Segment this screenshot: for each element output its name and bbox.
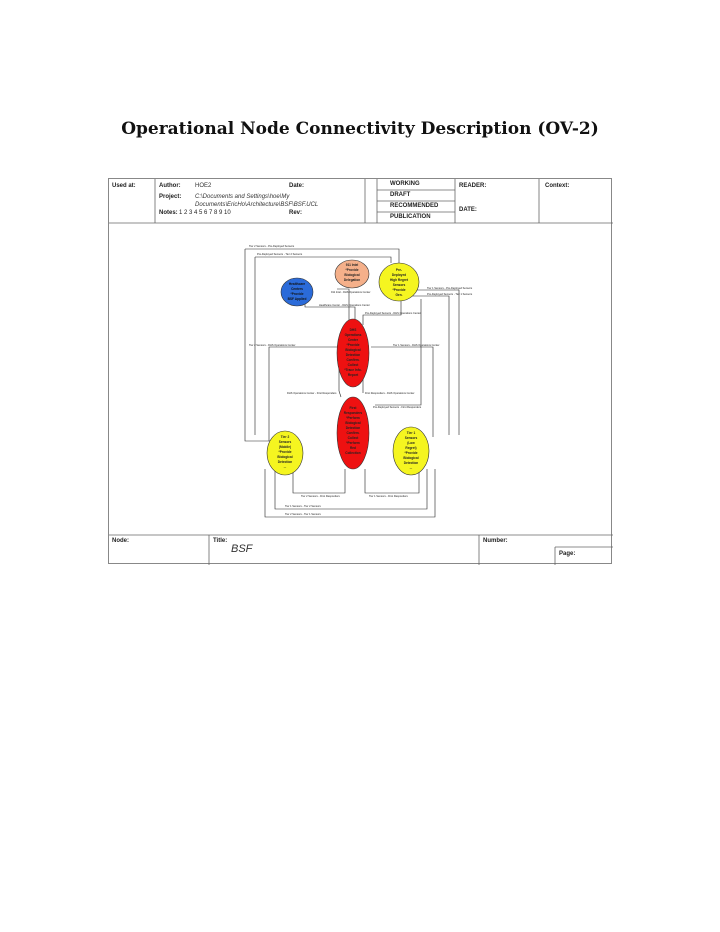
edge-label: Tier 2 Sensors - Tier 1 Sensors — [285, 513, 321, 516]
edge-label: Tier 2 Sensors - DHS Operations Center — [249, 344, 296, 347]
center-line: Operations — [344, 333, 362, 337]
healthcare-line: Healthcare — [288, 282, 306, 286]
tier2-line: (Mobile) — [278, 445, 292, 449]
tier1-line: (Low — [407, 441, 415, 445]
responders-line: *Perform — [346, 416, 360, 420]
tier1-line: ... — [409, 466, 413, 470]
responders-line: Responders — [343, 411, 363, 415]
status-draft: DRAFT — [390, 192, 411, 198]
used-at-label: Used at: — [112, 183, 136, 189]
healthcare-line: Centers — [291, 287, 303, 291]
tier2-line: Tier 2 — [280, 435, 290, 439]
center-line: Report — [347, 373, 359, 377]
responders-line: *Perform — [346, 441, 360, 445]
tier2-line: *Provide — [278, 450, 292, 454]
responders-line: Red — [349, 446, 357, 450]
n911-line: Delegation — [343, 278, 361, 282]
author-value: HOE2 — [195, 183, 212, 189]
predeployed-line: Gen. — [395, 293, 403, 297]
reader-label: READER: — [459, 183, 487, 189]
tier2-line: Detection — [277, 460, 293, 464]
status-publication: PUBLICATION — [390, 214, 431, 220]
center-line: *Provide — [346, 343, 360, 347]
n911-line: Biological — [344, 273, 360, 277]
edge-label: First Responders - DHS Operations Center — [365, 392, 415, 395]
tier2-line: Biological — [277, 455, 293, 459]
context-label: Context: — [545, 183, 570, 189]
tier2-line: ... — [283, 465, 287, 469]
tier1-line: Tier 1 — [406, 431, 416, 435]
responders-line: Biological — [345, 421, 361, 425]
date-label: Date: — [289, 183, 305, 189]
rev-label: Rev: — [289, 210, 303, 216]
author-label: Author: — [159, 183, 181, 189]
center-line: Confirm. — [346, 358, 360, 362]
title-value: BSF — [231, 543, 253, 555]
node-label: Node: — [112, 538, 129, 544]
page-label: Page: — [559, 551, 576, 557]
responders-line: Collection — [345, 451, 361, 455]
predeployed-line: Deployed — [391, 273, 407, 277]
responders-line: Confirm. — [346, 431, 360, 435]
notes-label: Notes: — [159, 210, 178, 216]
n911-line: 911 Intel — [345, 263, 359, 267]
diagram-sheet — [108, 178, 612, 564]
responders-line: Detection — [345, 426, 361, 430]
predeployed-line: *Provide — [392, 288, 406, 292]
edge-label: Tier 1 Sensors - First Responders — [369, 495, 408, 498]
date2-label: DATE: — [459, 207, 477, 213]
project-value-line1: C:\Documents and Settings\hoe\My — [195, 194, 290, 200]
tier1-line: *Provide — [404, 451, 418, 455]
responders-line: Collect — [347, 436, 359, 440]
tier1-line: Biological — [403, 456, 419, 460]
edge-label: Tier 2 Sensors - Pre-Deployed Sensors — [249, 245, 295, 248]
edge-label: 911 Intel - DHS Operations Center — [331, 291, 371, 294]
project-label: Project: — [159, 194, 182, 200]
center-line: Collect — [347, 363, 359, 367]
edge-label: Tier 2 Sensors - First Responders — [301, 495, 340, 498]
n911-line: *Provide — [345, 268, 359, 272]
predeployed-line: Sensors — [392, 283, 406, 287]
center-line: Center — [347, 338, 359, 342]
connectivity-diagram — [109, 179, 613, 565]
healthcare-line: BSF Applied — [287, 297, 307, 301]
center-line: Detection — [345, 353, 361, 357]
predeployed-line: Pre- — [395, 268, 403, 272]
edge-label: Healthcare Center - DHS Operations Center — [319, 304, 370, 307]
project-value-line2: Documents\EricHo\Architecture\BSF\BSF.UCL — [195, 202, 319, 208]
responders-line: First — [349, 406, 357, 410]
center-line: DHS — [349, 328, 357, 332]
number-label: Number: — [483, 538, 508, 544]
predeployed-line: High Regret — [389, 278, 409, 282]
status-working: WORKING — [390, 181, 420, 187]
notes-value: 1 2 3 4 5 6 7 8 9 10 — [179, 210, 231, 216]
title-label: Title: — [213, 538, 228, 544]
edge-label: Pre-Deployed Sensors - Tier 2 Sensors — [257, 253, 303, 256]
edge-label: Pre-Deployed Sensors - DHS Operations Center — [365, 312, 421, 315]
page-title: Operational Node Connectivity Description (OV-2) — [121, 119, 599, 139]
status-recommended: RECOMMENDED — [390, 203, 439, 209]
tier2-line: Sensors — [278, 440, 292, 444]
tier1-line: Regret) — [405, 446, 417, 450]
edge-label: Pre-Deployed Sensors - Tier 1 Sensors — [427, 293, 473, 296]
center-line: Biological — [345, 348, 361, 352]
edge-label: DHS Operations Center - First Responders — [287, 392, 337, 395]
edge-label: Tier 1 Sensors - DHS Operations Center — [393, 344, 440, 347]
tier1-line: Sensors — [404, 436, 418, 440]
edge-label: Tier 1 Sensors - Pre-Deployed Sensors — [427, 287, 473, 290]
center-line: *Trace Info. — [344, 368, 362, 372]
healthcare-line: *Provide — [290, 292, 304, 296]
edge-label: Tier 1 Sensors - Tier 2 Sensors — [285, 505, 321, 508]
edge-label: Pre-Deployed Sensors - First Responders — [373, 406, 422, 409]
tier1-line: Detection — [403, 461, 419, 465]
